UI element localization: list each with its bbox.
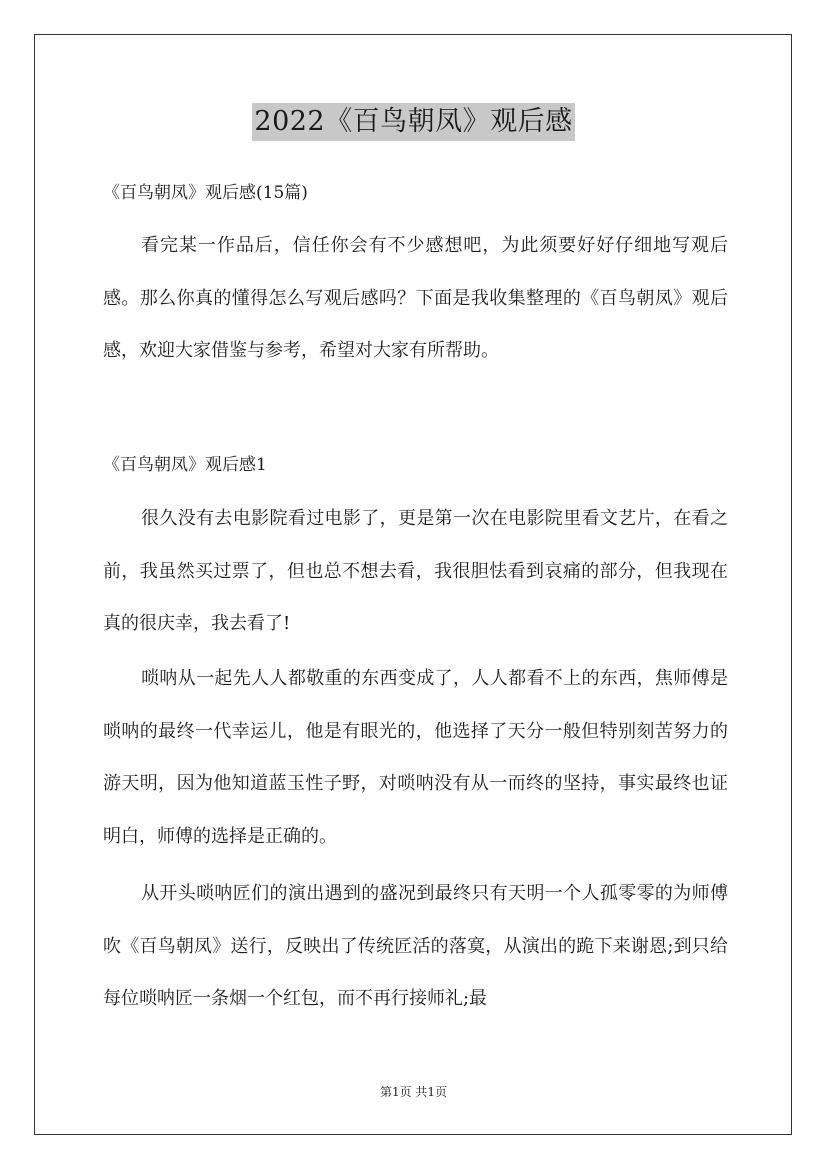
body-paragraph-2: 唢呐从一起先人人都敬重的东西变成了，人人都看不上的东西，焦师傅是唢呐的最终一代幸运儿，他是有眼光的，他选择了天分一般但特别刻苦努力的游天明，因为他知道蓝玉性子野，对唢呐没有从一而终的坚持，事实最终也证明白，师傅的选择是正确的。 (103, 668, 728, 847)
intro-paragraph: 看完某一作品后，信任你会有不少感想吧，为此须要好好仔细地写观后感。那么你真的懂得怎么写观后感吗？下面是我收集整理的《百鸟朝凤》观后感，欢迎大家借鉴与参考，希望对大家有所帮助。 (103, 235, 728, 361)
document-subtitle: 《百鸟朝凤》观后感(15篇) (103, 183, 308, 203)
body-paragraph-1: 很久没有去电影院看过电影了，更是第一次在电影院里看文艺片，在看之前，我虽然买过票了，但也总不想去看，我很胆怯看到哀痛的部分，但我现在真的很庆幸，我去看了! (103, 508, 728, 634)
title-wrap (0, 103, 827, 141)
page-footer: 第1页 共1页 (379, 1085, 448, 1099)
body-paragraph-3: 从开头唢呐匠们的演出遇到的盛况到最终只有天明一个人孤零零的为师傅吹《百鸟朝凤》送行，反映出了传统匠活的落寞，从演出的跪下来谢恩;到只给每位唢呐匠一条烟一个红包，而不再行接师礼;最 (103, 883, 728, 1009)
section-heading: 《百鸟朝凤》观后感1 (103, 455, 267, 475)
document-title: 2022《百鸟朝凤》观后感 (252, 103, 574, 141)
